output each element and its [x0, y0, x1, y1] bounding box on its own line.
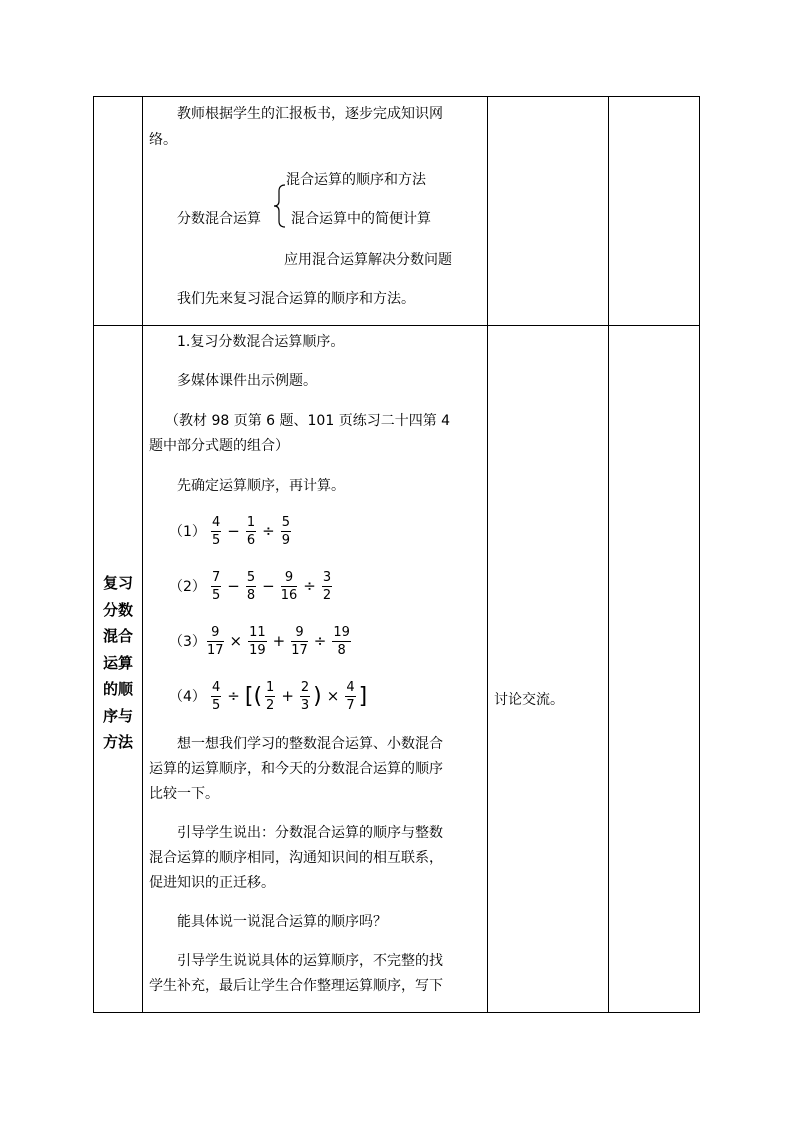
paragraph-line: 比较一下。	[149, 786, 219, 802]
paragraph-line: 引导学生说说具体的运算顺序，不完整的找	[177, 953, 443, 969]
paragraph-line: 想一想我们学习的整数混合运算、小数混合	[177, 736, 443, 752]
tree-branch-2: 混合运算中的简便计算	[291, 211, 431, 227]
fraction: $\frac{7}{5}$	[212, 569, 221, 603]
operator: +	[272, 632, 286, 650]
stage-cell	[94, 97, 143, 326]
paragraph-line: 题中部分式题的组合）	[149, 438, 289, 454]
stage-label-char: 混合	[102, 627, 133, 645]
brace-icon	[273, 183, 287, 229]
operator: +	[281, 687, 294, 705]
operator: ×	[326, 687, 340, 705]
paragraph-line: 引导学生说出：分数混合运算的顺序与整数	[177, 825, 443, 841]
fraction: $\frac{1}{6}$	[246, 514, 256, 548]
equation-number: （3）	[169, 634, 206, 650]
equation-1	[143, 509, 293, 553]
operator: ÷	[227, 687, 240, 705]
bracket: )	[313, 683, 322, 709]
stage-label-char: 复习	[102, 574, 133, 592]
fraction: $\frac{19}{8}$	[333, 624, 350, 658]
fraction: $\frac{9}{16}$	[280, 569, 298, 603]
bracket: [(	[244, 683, 263, 709]
paragraph-line: 先确定运算顺序，再计算。	[177, 478, 345, 494]
table-row	[94, 97, 700, 326]
teacher-activity-cell	[143, 97, 488, 326]
bracket: ]	[358, 683, 368, 709]
equation-2	[143, 564, 334, 608]
stage-label-char: 的顺	[102, 680, 133, 698]
teacher-activity-cell	[143, 326, 488, 1013]
notes-cell	[609, 326, 700, 1013]
operator: ÷	[303, 577, 316, 595]
tree-branch-1: 混合运算的顺序和方法	[286, 172, 426, 188]
paragraph-line: （教材 98 页第 6 题、101 页练习二十四第 4	[165, 413, 451, 429]
paragraph-line: 运算的运算顺序，和今天的分数混合运算的顺序	[149, 761, 443, 777]
stage-label-char: 序与	[102, 706, 133, 725]
operator: ÷	[313, 632, 327, 650]
student-activity-cell	[488, 97, 609, 326]
paragraph-line: 能具体说一说混合运算的顺序吗？	[177, 914, 387, 930]
stage-cell	[94, 326, 143, 1013]
stage-label-char: 运算	[102, 653, 133, 672]
fraction: $\frac{9}{17}$	[291, 624, 308, 658]
tree-root: 分数混合运算	[177, 211, 261, 227]
paragraph-line: 学生补充，最后让学生合作整理运算顺序，写下	[149, 978, 443, 994]
operator: −	[227, 577, 240, 595]
paragraph-line: 1.复习分数混合运算顺序。	[177, 334, 345, 350]
paragraph-line: 教师根据学生的汇报板书，逐步完成知识网	[177, 106, 443, 122]
paragraph-line: 我们先来复习混合运算的顺序和方法。	[177, 291, 415, 307]
paragraph-line: 促进知识的正迁移。	[149, 875, 275, 891]
fraction: $\frac{11}{19}$	[249, 624, 266, 658]
notes-cell	[609, 97, 700, 326]
tree-branch-3: 应用混合运算解决分数问题	[284, 252, 452, 268]
paragraph-line: 多媒体课件出示例题。	[177, 373, 317, 389]
equation-number: （2）	[169, 579, 206, 595]
student-activity-cell	[488, 326, 609, 1013]
fraction: $\frac{5}{9}$	[281, 514, 290, 548]
stage-label-char: 分数	[102, 600, 133, 619]
equation-4	[143, 674, 368, 718]
stage-label	[94, 570, 142, 756]
student-activity-text: 讨论交流。	[494, 692, 564, 708]
operator: ×	[229, 632, 243, 650]
fraction: $\frac{5}{8}$	[246, 569, 256, 603]
fraction: $\frac{9}{17}$	[207, 624, 224, 658]
stage-label-char: 方法	[102, 733, 133, 751]
fraction: $\frac{4}{7}$	[346, 679, 355, 713]
lesson-plan-table	[93, 96, 700, 1013]
equation-number: （4）	[169, 689, 206, 705]
operator: ÷	[262, 522, 275, 540]
operator: −	[227, 522, 240, 540]
equation-3	[143, 619, 353, 663]
fraction: $\frac{3}{2}$	[322, 569, 332, 603]
operator: −	[262, 577, 275, 595]
paragraph-line: 络。	[149, 132, 177, 148]
fraction: $\frac{4}{5}$	[212, 514, 221, 548]
fraction: $\frac{2}{3}$	[300, 679, 310, 713]
table-row	[94, 326, 700, 1013]
fraction: $\frac{4}{5}$	[212, 679, 221, 713]
equation-number: （1）	[169, 524, 206, 540]
paragraph-line: 混合运算的顺序相同，沟通知识间的相互联系，	[149, 850, 443, 866]
fraction: $\frac{1}{2}$	[266, 679, 275, 713]
